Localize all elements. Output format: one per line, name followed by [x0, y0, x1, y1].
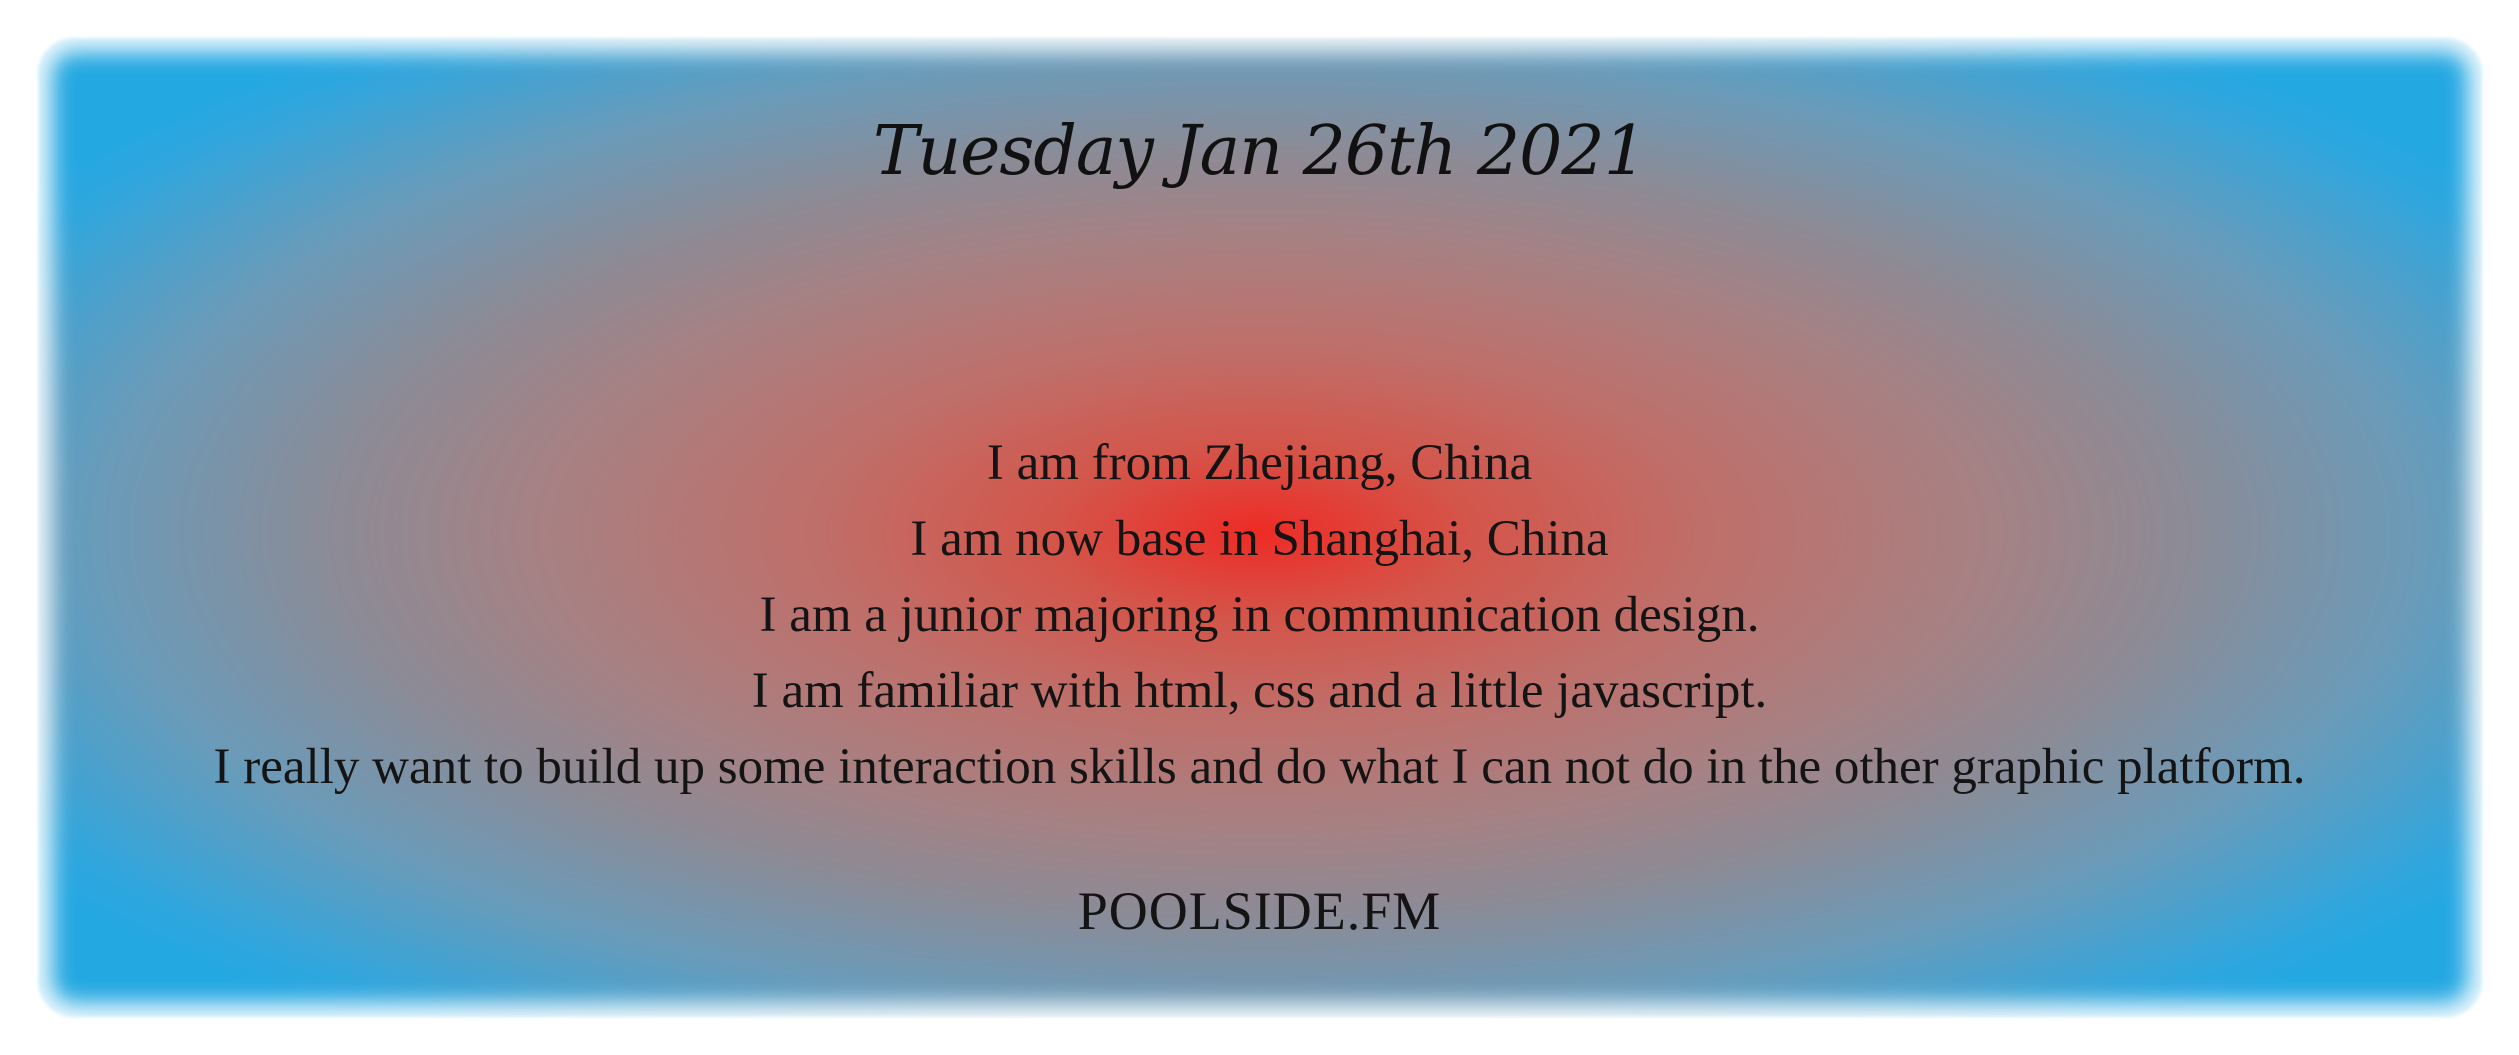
bio-line: I am a junior majoring in communication design. [759, 587, 1760, 643]
poolside-link[interactable]: POOLSIDE.FM [1077, 881, 1442, 941]
date-heading: Tuesday Jan 26th 2021 [873, 112, 1646, 191]
bio-line: I really want to build up some interaction skills and do what I can not do in the other graphic platform. [213, 739, 2306, 795]
bio-list [0, 425, 2519, 805]
bio-line: I am from Zhejiang, China [986, 435, 1533, 491]
poolside-link-container [0, 881, 2519, 941]
bio-line: I am familiar with html, css and a little javascript. [751, 663, 1768, 719]
bio-line: I am now base in Shanghai, China [910, 511, 1609, 567]
